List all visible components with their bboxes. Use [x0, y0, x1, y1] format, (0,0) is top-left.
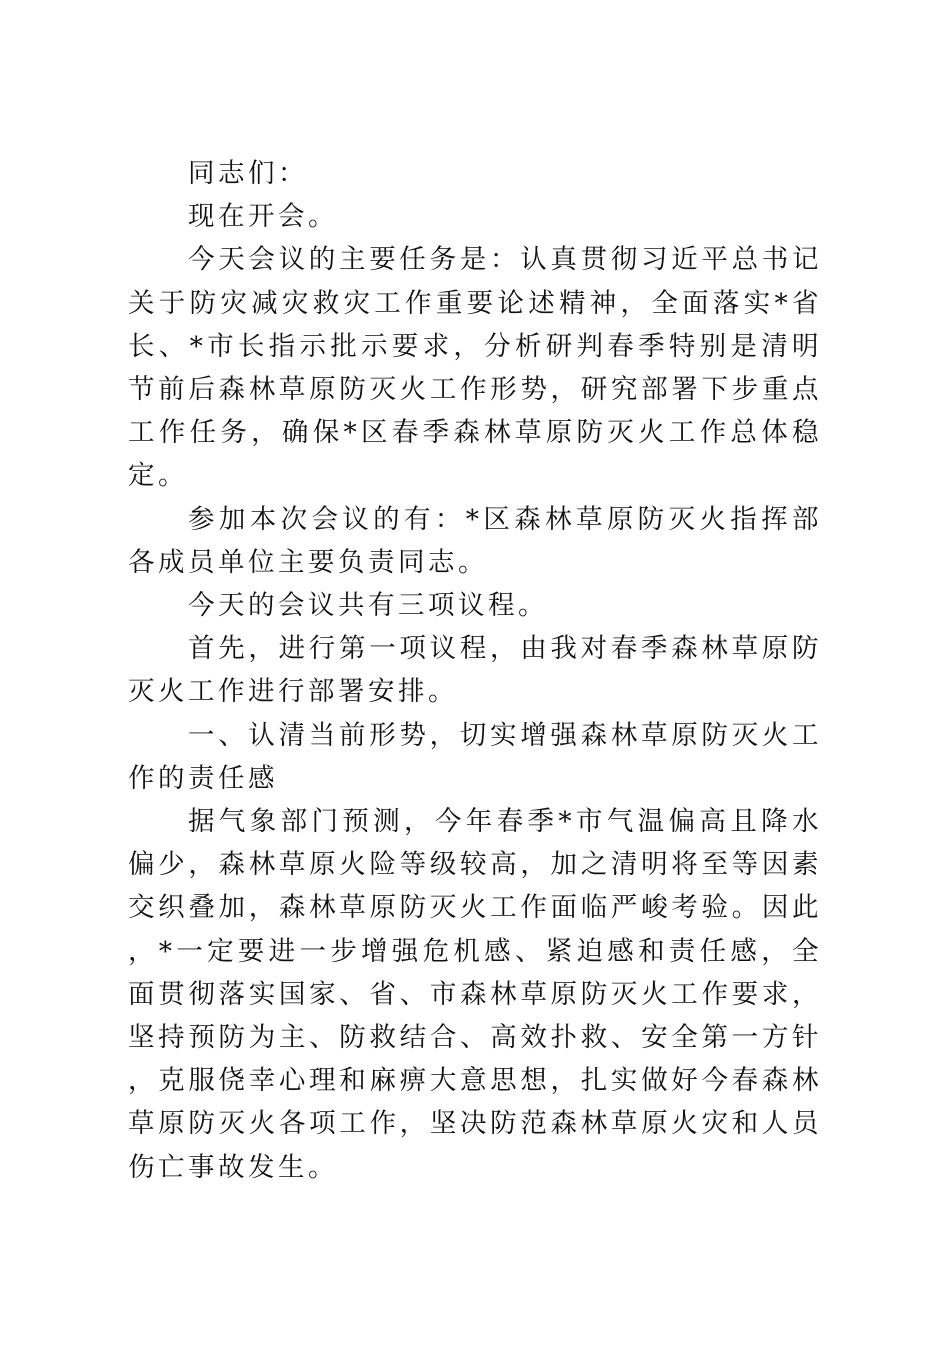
- first-agenda-paragraph: 首先，进行第一项议程，由我对春季森林草原防灭火工作进行部署安排。: [128, 633, 822, 708]
- document-body: [128, 152, 822, 1189]
- salutation: 同志们：: [188, 158, 308, 189]
- agenda-count-paragraph: 今天的会议共有三项议程。: [188, 590, 548, 622]
- attendees-paragraph: 参加本次会议的有：*区森林草原防灭火指挥部各成员单位主要负责同志。: [128, 503, 822, 578]
- opening-statement: 现在开会。: [188, 201, 338, 233]
- meeting-tasks-paragraph: 今天会议的主要任务是：认真贯彻习近平总书记关于防灾减灾救灾工作重要论述精神，全面落实*省长、*市长指示批示要求，分析研判春季特别是清明节前后森林草原防灭火工作形势，研究部署下步重点工作任务，确保*区春季森林草原防灭火工作总体稳定。: [128, 244, 822, 492]
- section-heading-one: 一、认清当前形势，切实增强森林草原防灭火工作的责任感: [128, 719, 822, 794]
- forecast-paragraph: 据气象部门预测，今年春季*市气温偏高且降水偏少，森林草原火险等级较高，加之清明将至等因素交织叠加，森林草原防灭火工作面临严峻考验。因此，*一定要进一步增强危机感、紧迫感和责任感，全面贯彻落实国家、省、市森林草原防灭火工作要求，坚持预防为主、防救结合、高效扑救、安全第一方针，克服侥幸心理和麻痹大意思想，扎实做好今春森林草原防灭火各项工作，坚决防范森林草原火灾和人员伤亡事故发生。: [128, 806, 822, 1183]
